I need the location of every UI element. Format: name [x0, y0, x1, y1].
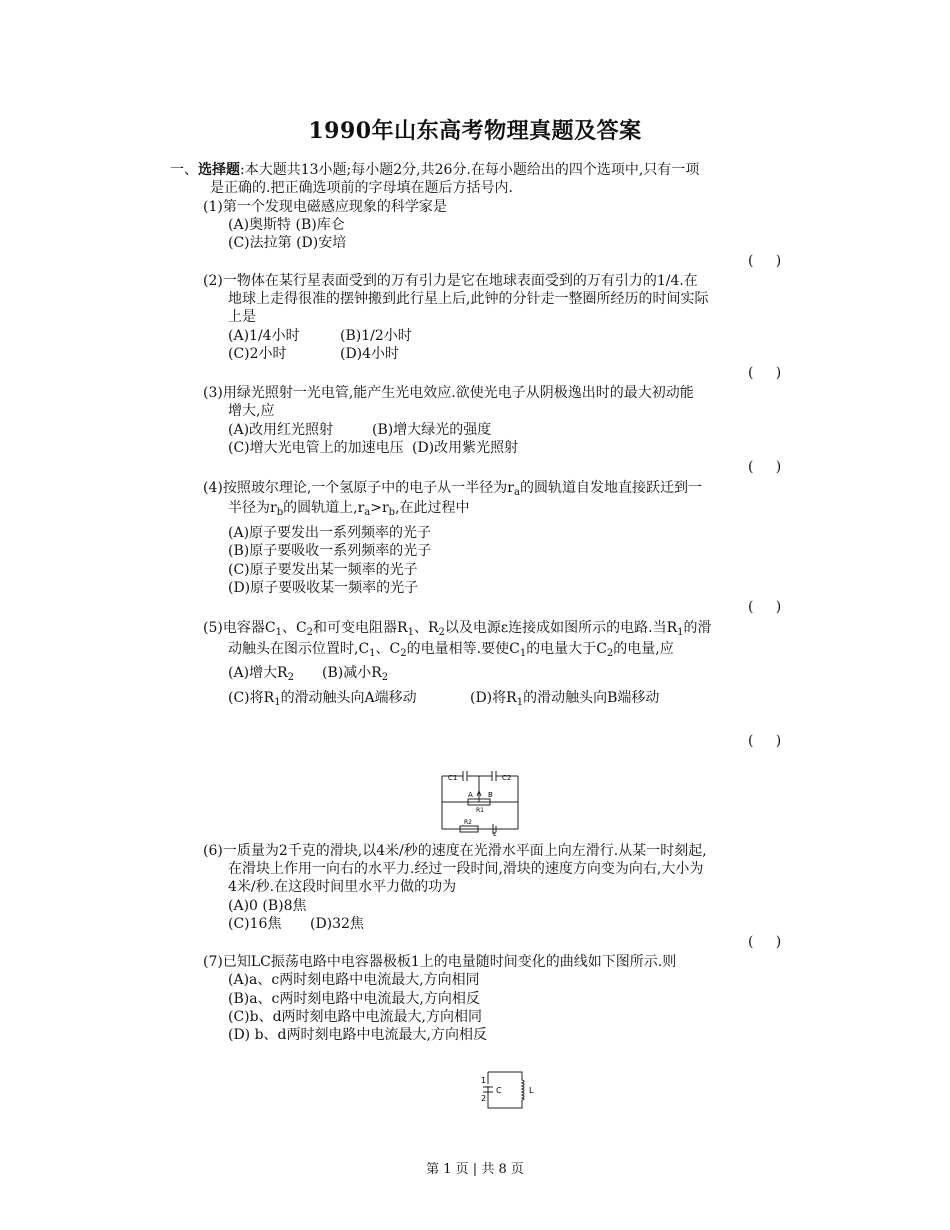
q5-fig-b-label: B: [488, 791, 493, 799]
q4-option-a: (A)原子要发出一系列频率的光子: [228, 525, 432, 541]
q5-stem-2: 动触头在图示位置时$,C_1$、$C_2$的电量相等.要使$C_1$的电量大于$C_2$的电量,应: [228, 641, 674, 659]
q5-option-d: (D)将$R_1$的滑动触头向B端移动: [470, 690, 660, 708]
q2-option-c: (C)2小时: [228, 346, 287, 362]
q4-option-c: (C)原子要发出某一频率的光子: [228, 562, 418, 578]
q7-option-c: (C)b、d两时刻电路中电流最大,方向相同: [228, 1009, 483, 1025]
q5-option-b: (B)减小$R_2$: [322, 665, 389, 683]
q5-circuit-diagram: [438, 766, 522, 836]
q3-stem-1: (3)用绿光照射一光电管,能产生光电效应.欲使光电子从阴极逸出时的最大初动能: [203, 385, 694, 401]
q1-options-cd: (C)法拉第 (D)安培: [228, 235, 347, 251]
section-number: 一、: [170, 162, 198, 178]
q4-stem-1: (4)按照玻尔理论,一个氢原子中的电子从一半径为$r_a$的圆轨道自发地直接跃迁到一: [203, 480, 702, 498]
q5-option-a: (A)增大$R_2$: [228, 665, 294, 683]
q7-option-d: (D) b、d两时刻电路中电流最大,方向相反: [228, 1027, 487, 1043]
q7-fig-plate-1-label: 1: [481, 1076, 487, 1085]
q2-stem-3: 上是: [228, 309, 256, 325]
section-intro: [170, 161, 699, 179]
q6-answer-bracket: ( ): [748, 934, 782, 950]
q7-option-a: (A)a、c两时刻电路中电流最大,方向相同: [228, 972, 480, 988]
q6-options-ab: (A)0 (B)8焦: [228, 898, 307, 914]
q6-option-d: (D)32焦: [310, 916, 364, 932]
q1-answer-bracket: ( ): [748, 253, 782, 269]
q6-stem-1: (6)一质量为2千克的滑块,以4米/秒的速度在光滑水平面上向左滑行.从某一时刻起,: [203, 843, 707, 859]
q6-stem-3: 4米/秒.在这段时间里水平力做的功为: [228, 879, 457, 895]
q3-option-b: (B)增大绿光的强度: [372, 422, 492, 438]
q5-fig-c1-label: C1: [448, 774, 458, 782]
q2-answer-bracket: ( ): [748, 365, 782, 381]
q7-fig-c-label: C: [496, 1086, 502, 1095]
q2-option-d: (D)4小时: [340, 346, 400, 362]
q5-fig-c2-label: C2: [502, 774, 512, 782]
q5-answer-bracket: ( ): [748, 733, 782, 749]
q6-option-c: (C)16焦: [228, 916, 282, 932]
q7-fig-l-label: L: [529, 1086, 534, 1095]
q5-fig-r1-label: R1: [476, 807, 484, 814]
q7-lc-circuit-diagram: [478, 1068, 544, 1112]
q4-stem-2: 半径为$r_b$的圆轨道上$,r_a>r_b$,在此过程中: [228, 500, 470, 518]
page-footer: 第 1 页 | 共 8 页: [426, 1162, 524, 1177]
q4-option-d: (D)原子要吸收某一频率的光子: [228, 580, 419, 596]
q7-fig-plate-2-label: 2: [481, 1094, 487, 1103]
section-label: 选择题: [198, 162, 240, 178]
q3-option-c: (C)增大光电管上的加速电压: [228, 440, 404, 456]
q4-answer-bracket: ( ): [748, 599, 782, 615]
page-title: 1990年山东高考物理真题及答案: [308, 118, 642, 144]
q1-stem: (1)第一个发现电磁感应现象的科学家是: [203, 199, 447, 215]
q5-fig-e-label: ε: [493, 830, 497, 836]
section-intro-line-2: 是正确的.把正确选项前的字母填在题后方括号内.: [210, 180, 513, 196]
q6-stem-2: 在滑块上作用一向右的水平力.经过一段时间,滑块的速度方向变为向右,大小为: [228, 861, 704, 877]
q2-option-b: (B)1/2小时: [340, 328, 412, 344]
q2-stem-1: (2)一物体在某行星表面受到的万有引力是它在地球表面受到的万有引力的1/4.在: [203, 273, 698, 289]
q3-answer-bracket: ( ): [748, 459, 782, 475]
q3-stem-2: 增大,应: [228, 403, 275, 419]
q5-fig-r2-label: R2: [464, 819, 472, 826]
q3-option-d: (D)改用紫光照射: [412, 440, 519, 456]
q3-option-a: (A)改用红光照射: [228, 422, 334, 438]
q5-option-c: (C)将$R_1$的滑动触头向A端移动: [228, 690, 417, 708]
q7-option-b: (B)a、c两时刻电路中电流最大,方向相反: [228, 991, 480, 1007]
q5-stem-1: (5)电容器$C_1$、$C_2$和可变电阻器$R_1$、$R_2$以及电源ε连接成如图所示的电路.当$R_1$的滑: [203, 620, 712, 638]
q1-options-ab: (A)奥斯特 (B)库仑: [228, 217, 345, 233]
q2-stem-2: 地球上走得很准的摆钟搬到此行星上后,此钟的分针走一整圈所经历的时间实际: [228, 291, 709, 307]
q4-option-b: (B)原子要吸收一系列频率的光子: [228, 543, 432, 559]
section-intro-text: :本大题共13小题;每小题2分,共26分.在每小题给出的四个选项中,只有一项: [240, 162, 700, 178]
q5-fig-a-label: A: [468, 791, 473, 799]
q2-option-a: (A)1/4小时: [228, 328, 300, 344]
q7-stem: (7)已知LC振荡电路中电容器极板1上的电量随时间变化的曲线如下图所示.则: [203, 954, 677, 970]
